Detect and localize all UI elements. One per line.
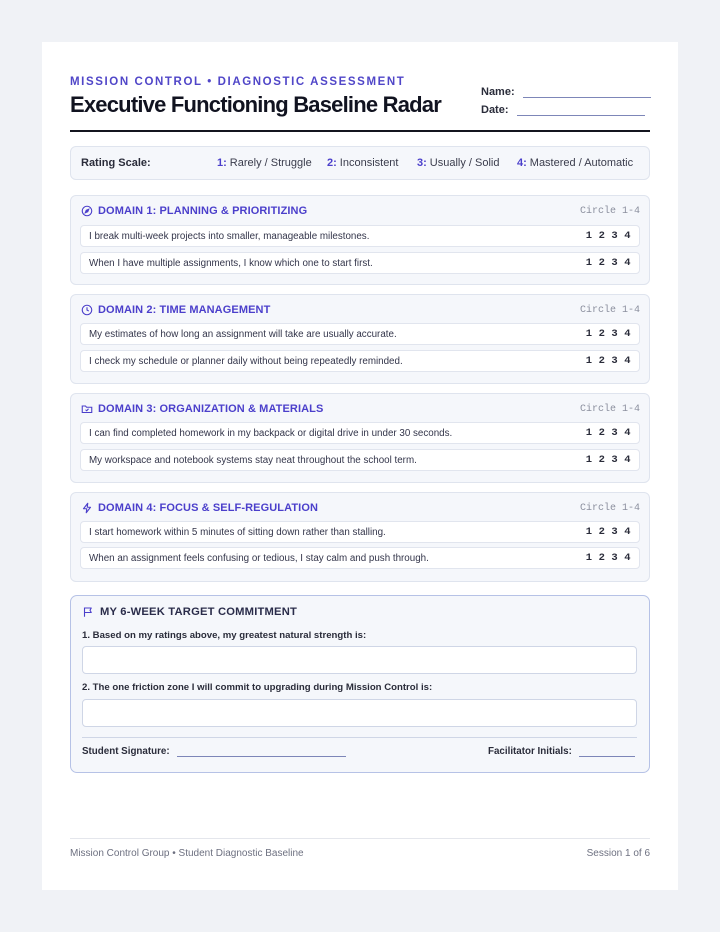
footer-right: Session 1 of 6 (586, 848, 650, 859)
folder-icon (81, 403, 93, 415)
commitment-title: MY 6-WEEK TARGET COMMITMENT (100, 606, 298, 618)
rating-1[interactable]: 1 (585, 355, 593, 367)
domain-card-time (70, 294, 650, 384)
footer-divider (70, 838, 650, 839)
domain-title: DOMAIN 4: FOCUS & SELF-REGULATION (98, 502, 319, 514)
name-row (481, 80, 651, 98)
name-label: Name: (481, 86, 515, 98)
strength-answer-field[interactable] (82, 646, 637, 674)
commitment-card (70, 595, 650, 773)
domain-heading (81, 403, 323, 415)
rating-3[interactable]: 3 (611, 427, 619, 439)
rating-1[interactable]: 1 (585, 230, 593, 242)
statement-text: I break multi-week projects into smaller, manageable milestones. (89, 230, 370, 242)
question-2: 2. The one friction zone I will commit to upgrading during Mission Control is: (82, 682, 433, 693)
date-row (481, 98, 651, 116)
scale-text: Mastered / Automatic (529, 157, 634, 169)
lightning-icon (81, 502, 93, 514)
statement-row (80, 547, 640, 569)
rating-2[interactable]: 2 (598, 355, 606, 367)
scale-num: 1: (217, 157, 227, 169)
initials-block (488, 746, 635, 757)
rating-1[interactable]: 1 (585, 526, 593, 538)
rating-options (580, 355, 631, 367)
rating-scale (70, 146, 650, 180)
rating-4[interactable]: 4 (624, 328, 631, 340)
rating-4[interactable]: 4 (624, 427, 631, 439)
rating-4[interactable]: 4 (624, 230, 631, 242)
statement-row (80, 225, 640, 247)
page-title: Executive Functioning Baseline Radar (70, 92, 441, 117)
rating-3[interactable]: 3 (611, 526, 619, 538)
statement-row (80, 449, 640, 471)
rating-4[interactable]: 4 (624, 257, 631, 269)
rating-3[interactable]: 3 (611, 230, 619, 242)
domain-heading (81, 502, 318, 514)
signature-block (82, 746, 346, 757)
rating-4[interactable]: 4 (624, 454, 631, 466)
initials-line[interactable] (579, 747, 635, 757)
rating-options (580, 454, 631, 466)
rating-options (580, 328, 631, 340)
date-field[interactable] (517, 104, 645, 116)
name-field[interactable] (523, 86, 651, 98)
rating-4[interactable]: 4 (624, 355, 631, 367)
scale-num: 2: (327, 157, 337, 169)
domain-heading (81, 304, 270, 316)
commitment-heading (82, 606, 297, 618)
scale-num: 3: (417, 157, 427, 169)
statement-row (80, 252, 640, 274)
signature-label: Student Signature: (82, 746, 170, 757)
statement-row (80, 350, 640, 372)
footer-left: Mission Control Group • Student Diagnostic Baseline (70, 848, 304, 859)
rating-1[interactable]: 1 (585, 427, 593, 439)
statement-text: When an assignment feels confusing or tedious, I stay calm and push through. (89, 552, 429, 564)
domain-heading (81, 205, 307, 217)
circle-hint: Circle 1-4 (579, 404, 640, 415)
rating-options (580, 230, 631, 242)
statement-text: My workspace and notebook systems stay neat throughout the school term. (89, 454, 417, 466)
flag-icon (82, 606, 94, 618)
rating-2[interactable]: 2 (598, 454, 606, 466)
compass-icon (81, 205, 93, 217)
rating-options (580, 427, 631, 439)
rating-3[interactable]: 3 (611, 454, 619, 466)
rating-2[interactable]: 2 (598, 427, 606, 439)
domain-card-organization (70, 393, 650, 483)
scale-text: Rarely / Struggle (229, 157, 312, 169)
statement-text: I check my schedule or planner daily without being repeatedly reminded. (89, 355, 403, 367)
rating-2[interactable]: 2 (598, 526, 606, 538)
rating-scale-label: Rating Scale: (81, 157, 151, 169)
name-date-block (481, 80, 651, 116)
statement-text: When I have multiple assignments, I know which one to start first. (89, 257, 373, 269)
rating-2[interactable]: 2 (598, 230, 606, 242)
signature-line[interactable] (177, 747, 346, 757)
rating-1[interactable]: 1 (585, 257, 593, 269)
rating-options (580, 552, 631, 564)
rating-options (580, 526, 631, 538)
clock-icon (81, 304, 93, 316)
circle-hint: Circle 1-4 (579, 206, 640, 217)
circle-hint: Circle 1-4 (579, 305, 640, 316)
friction-answer-field[interactable] (82, 699, 637, 727)
rating-2[interactable]: 2 (598, 328, 606, 340)
statement-text: My estimates of how long an assignment will take are usually accurate. (89, 328, 397, 340)
scale-num: 4: (517, 157, 527, 169)
scale-item-4 (517, 157, 633, 169)
date-label: Date: (481, 104, 509, 116)
statement-row (80, 323, 640, 345)
statement-row (80, 422, 640, 444)
rating-3[interactable]: 3 (611, 328, 619, 340)
domain-title: DOMAIN 2: TIME MANAGEMENT (98, 304, 271, 316)
worksheet-page (42, 42, 678, 890)
scale-item-3 (417, 157, 499, 169)
rating-1[interactable]: 1 (585, 552, 593, 564)
scale-text: Usually / Solid (429, 157, 500, 169)
scale-text: Inconsistent (339, 157, 399, 169)
header-divider (70, 130, 650, 132)
statement-row (80, 521, 640, 543)
rating-3[interactable]: 3 (611, 355, 619, 367)
rating-3[interactable]: 3 (611, 257, 619, 269)
rating-1[interactable]: 1 (585, 454, 593, 466)
rating-2[interactable]: 2 (598, 552, 606, 564)
commitment-divider (82, 737, 637, 738)
domain-title: DOMAIN 1: PLANNING & PRIORITIZING (98, 205, 308, 217)
initials-label: Facilitator Initials: (488, 746, 572, 757)
scale-item-1 (217, 157, 312, 169)
rating-1[interactable]: 1 (585, 328, 593, 340)
domain-card-focus (70, 492, 650, 582)
statement-text: I start homework within 5 minutes of sitting down rather than stalling. (89, 526, 386, 538)
domain-title: DOMAIN 3: ORGANIZATION & MATERIALS (98, 403, 324, 415)
rating-options (580, 257, 631, 269)
domain-card-planning (70, 195, 650, 285)
question-1: 1. Based on my ratings above, my greatest natural strength is: (82, 630, 367, 641)
statement-text: I can find completed homework in my backpack or digital drive in under 30 seconds. (89, 427, 453, 439)
rating-3[interactable]: 3 (611, 552, 619, 564)
scale-item-2 (327, 157, 398, 169)
circle-hint: Circle 1-4 (579, 503, 640, 514)
rating-4[interactable]: 4 (624, 526, 631, 538)
header-kicker: MISSION CONTROL • DIAGNOSTIC ASSESSMENT (70, 76, 406, 88)
rating-2[interactable]: 2 (598, 257, 606, 269)
rating-4[interactable]: 4 (624, 552, 631, 564)
